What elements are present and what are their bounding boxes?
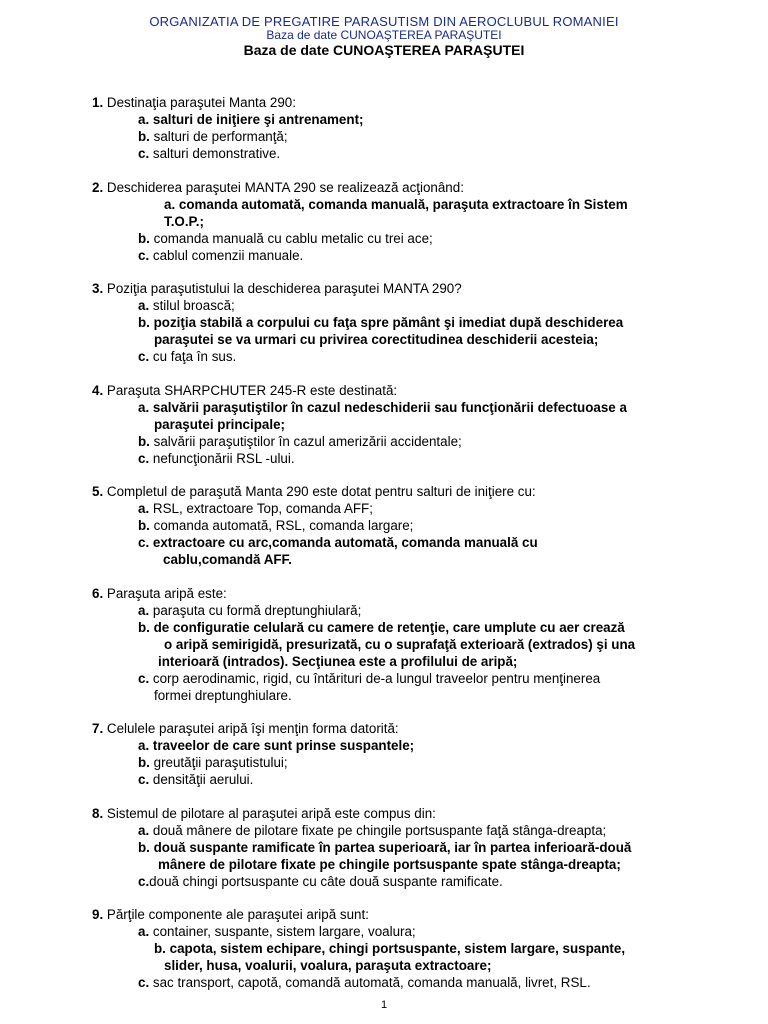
question-text: Sistemul de pilotare al paraşutei aripă este compus din: [103,805,436,821]
header-subtitle: Baza de date CUNOAŞTEREA PARAŞUTEI [266,28,502,42]
question-1 [92,94,714,162]
question-8 [92,805,714,890]
option-a: a. salvării paraşutiştilor în cazul nedeschiderii sau funcţionării defectuoase a paraşutei principale; [138,399,627,432]
question-number: 1. [92,95,104,110]
question-text: Paraşuta aripă este: [103,585,227,601]
option-b: b. salturi de performanţă; [138,129,288,144]
question-text: Completul de paraşută Manta 290 este dotat pentru salturi de iniţiere cu: [103,484,536,499]
question-text: Paraşuta SHARPCHUTER 245-R este destinată: [103,382,398,398]
question-number: 8. [92,805,104,821]
question-3 [92,280,714,365]
option-c: c. densităţii aerului. [138,772,254,787]
option-b: b. comanda manuală cu cablu metalic cu trei ace; [138,230,433,246]
question-text: Părţile componente ale paraşutei aripă sunt: [103,907,369,922]
question-2 [92,179,714,264]
question-number: 5. [92,484,104,499]
question-text: Deschiderea paraşutei MANTA 290 se realizează acţionând: [103,179,464,195]
header-organization: ORGANIZATIA DE PREGATIRE PARASUTISM DIN AEROCLUBUL ROMANIEI [149,14,619,29]
option-a: a. paraşuta cu formă dreptunghiulară; [138,602,362,618]
option-c: c. extractoare cu arc,comanda automată, comanda manuală cu cablu,comandă AFF. [138,535,538,567]
option-a: a. două mânere de pilotare fixate pe chingile portsuspante faţă stânga-dreapta; [138,822,607,838]
option-b: b. de configuratie celulară cu camere de retenţie, care umplute cu aer crează o aripă semirigidă, presurizată, cu o suprafaţă exterioară (extrados) şi una interioară (intrados). Secţiunea este a profilului de aripă; [138,619,636,669]
option-b: b. două suspante ramificate în partea superioară, iar în partea inferioară-două mânere de pilotare fixate pe chingile portsuspante spate stânga-dreapta; [138,839,632,872]
option-a: a. traveelor de care sunt prinse suspantele; [138,738,415,753]
option-b: b. poziţia stabilă a corpului cu faţa spre pământ şi imediat după deschiderea paraşutei se va urmari cu privirea corectitudinea deschiderii acesteia; [138,315,624,347]
question-text: Poziţia paraşutistului la deschiderea paraşutei MANTA 290? [103,281,462,296]
option-c: c. cu faţa în sus. [138,349,237,364]
option-a: a. container, suspante, sistem largare, voalura; [138,924,416,939]
option-a: a. RSL, extractoare Top, comanda AFF; [138,501,373,516]
question-4 [92,382,714,467]
question-text: Celulele paraşutei aripă îşi menţin forma datorită: [103,721,399,736]
option-b: b. comanda automată, RSL, comanda largare; [138,518,414,533]
question-5 [92,483,714,568]
option-b: b. salvării paraşutiştilor în cazul amerizării accidentale; [138,433,462,449]
option-c: c. salturi demonstrative. [138,146,281,161]
question-number: 3. [92,281,104,296]
option-c: c. corp aerodinamic, rigid, cu întărituri de-a lungul traveelor pentru menţinerea formei dreptunghiulare. [138,670,601,703]
question-number: 9. [92,907,104,922]
page-number: 1 [380,999,388,1011]
question-list [92,94,714,1008]
page-title: Baza de date CUNOAŞTEREA PARAŞUTEI [243,42,525,58]
option-c: c. cablul comenzii manuale. [138,247,304,263]
question-6 [92,585,714,704]
question-number: 2. [92,179,104,195]
question-number: 6. [92,585,104,601]
question-9 [92,906,714,991]
option-a: a. stilul broască; [138,298,235,313]
option-a: a. salturi de iniţiere şi antrenament; [138,112,364,127]
option-c: c. nefuncţionării RSL -ului. [138,450,295,466]
option-c: c. sac transport, capotă, comandă automată, comanda manuală, livret, RSL. [138,975,591,990]
question-7 [92,720,714,788]
option-c: c.două chingi portsuspante cu câte două suspante ramificate. [138,873,503,889]
question-number: 4. [92,382,104,398]
option-a: a. comanda automată, comanda manuală, paraşuta extractoare în Sistem T.O.P.; [164,196,628,229]
question-text: Destinaţia paraşutei Manta 290: [103,95,296,110]
option-b: b. greutăţii paraşutistului; [138,755,288,770]
question-number: 7. [92,721,104,736]
option-b: b. capota, sistem echipare, chingi portsuspante, sistem largare, suspante, slider, husa, voalurii, voalura, paraşuta extractoare; [154,941,626,973]
